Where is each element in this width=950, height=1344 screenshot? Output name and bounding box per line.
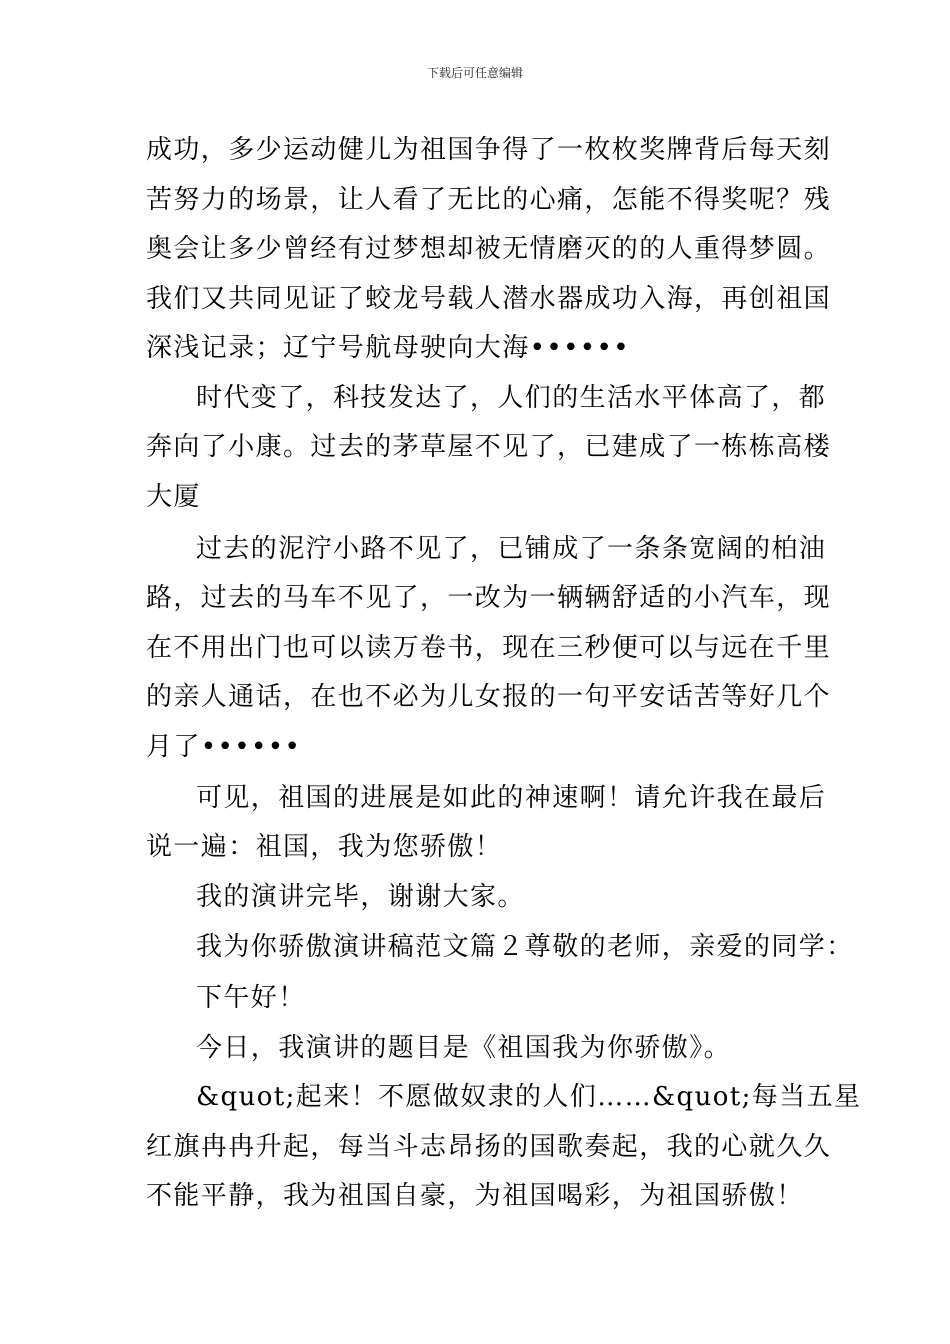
text-line: 苦努力的场景，让人看了无比的心痛，怎能不得奖呢？残	[146, 185, 832, 215]
text-line: 在不用出门也可以读万卷书，现在三秒便可以与远在千里	[146, 633, 832, 663]
text-line: 成功，多少运动健儿为祖国争得了一枚枚奖牌背后每天刻	[146, 135, 832, 165]
text-line: 大厦	[146, 482, 201, 512]
text-line: 下午好！	[196, 983, 306, 1013]
text-line: 奥会让多少曾经有过梦想却被无情磨灭的的人重得梦圆。	[146, 234, 832, 264]
text-line: 我为你骄傲演讲稿范文篇２尊敬的老师，亲爱的同学：	[196, 932, 854, 962]
text-line: 路，过去的马车不见了，一改为一辆辆舒适的小汽车，现	[146, 583, 832, 613]
text-line: &quot;起来！不愿做奴隶的人们……&quot;每当五星	[196, 1082, 862, 1112]
text-line: 时代变了，科技发达了，人们的生活水平体高了，都	[196, 383, 827, 413]
text-line: 深浅记录；辽宁号航母驶向大海••••••	[146, 333, 631, 363]
text-line: 不能平静，我为祖国自豪，为祖国喝彩，为祖国骄傲！	[146, 1181, 804, 1211]
text-line: 今日，我演讲的题目是《祖国我为你骄傲》。	[196, 1033, 732, 1063]
text-line: 过去的泥泞小路不见了，已铺成了一条条宽阔的柏油	[196, 534, 827, 564]
text-line: 奔向了小康。过去的茅草屋不见了，已建成了一栋栋高楼	[146, 432, 832, 462]
text-line: 我们又共同见证了蛟龙号载人潜水器成功入海，再创祖国	[146, 284, 832, 314]
text-line: 的亲人通话，在也不必为儿女报的一句平安话苦等好几个	[146, 682, 832, 712]
text-line: 说一遍：祖国，我为您骄傲！	[146, 832, 503, 862]
text-line: 红旗冉冉升起，每当斗志昂扬的国歌奏起，我的心就久久	[146, 1132, 832, 1162]
text-line: 我的演讲完毕，谢谢大家。	[196, 882, 525, 912]
page-header: 下载后可任意编辑	[426, 66, 523, 80]
text-line: 月了••••••	[146, 732, 302, 762]
text-line: 可见，祖国的进展是如此的神速啊！请允许我在最后	[196, 783, 827, 813]
